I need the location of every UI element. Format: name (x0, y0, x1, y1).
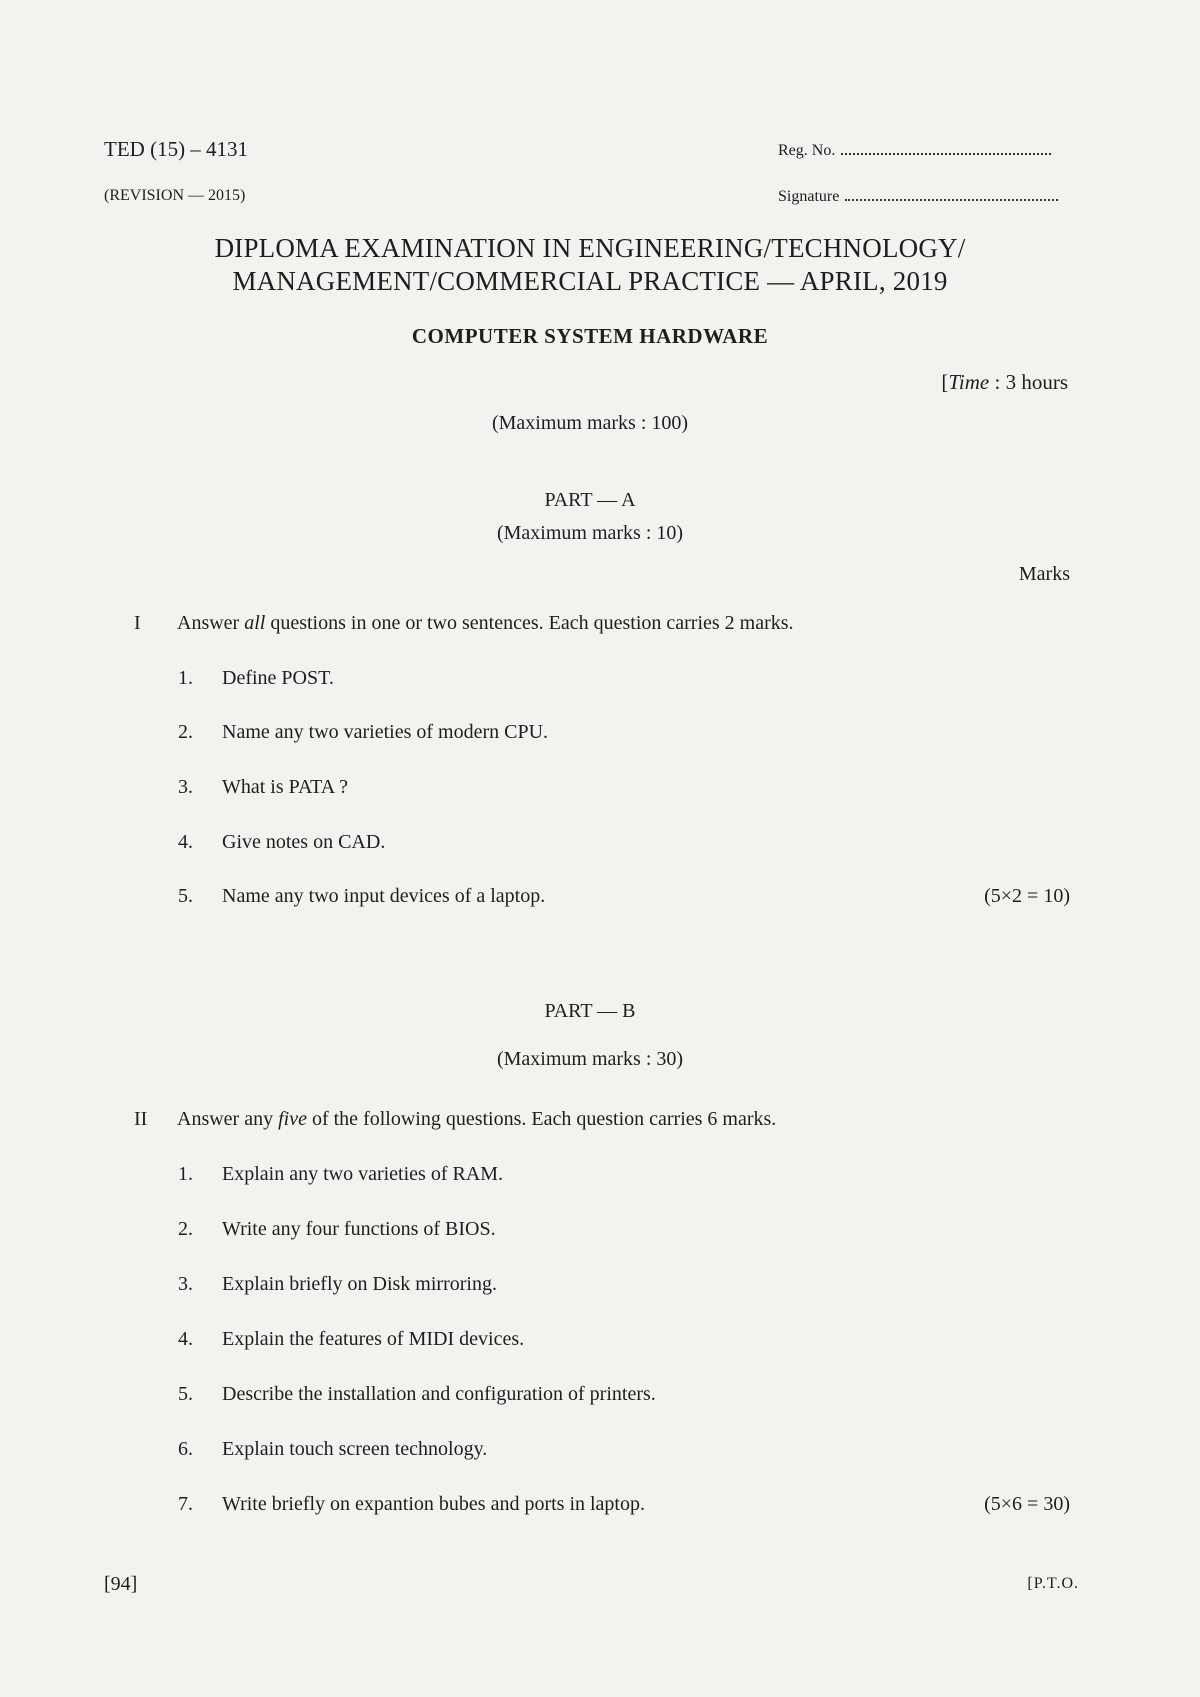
signature-field (778, 187, 1058, 206)
question-text: Explain any two varieties of RAM. (222, 1163, 504, 1185)
question-text: Explain touch screen technology. (222, 1438, 488, 1460)
instruction-emphasis: five (278, 1108, 307, 1130)
section-number-i: I (134, 612, 141, 634)
question-number: 1. (178, 667, 193, 689)
part-b-marks-allocation: (5×6 = 30) (984, 1493, 1070, 1515)
question-text: What is PATA ? (222, 776, 348, 798)
question-number: 4. (178, 1328, 193, 1350)
time-bracket: [ (941, 370, 949, 394)
question-text: Explain the features of MIDI devices. (222, 1328, 525, 1350)
part-b-heading: PART — B (544, 1000, 636, 1022)
signature-dotted-line (845, 187, 1058, 201)
footer-paper-code: [94] (104, 1573, 138, 1595)
maximum-marks: (Maximum marks : 100) (491, 412, 689, 434)
question-text: Give notes on CAD. (222, 831, 386, 853)
question-text: Describe the installation and configuration of printers. (222, 1383, 656, 1405)
time-allowed (941, 370, 1068, 395)
question-text: Define POST. (222, 667, 334, 689)
question-text: Explain briefly on Disk mirroring. (222, 1273, 497, 1295)
signature-label: Signature (778, 188, 840, 205)
time-label: Time (948, 370, 990, 394)
reg-no-field (778, 141, 1051, 160)
exam-title-line-1: DIPLOMA EXAMINATION IN ENGINEERING/TECHNOLOGY/ (214, 233, 966, 263)
subject-title: COMPUTER SYSTEM HARDWARE (411, 324, 769, 348)
question-text: Name any two input devices of a laptop. (222, 885, 546, 907)
question-number: 1. (178, 1163, 193, 1185)
revision-label: (REVISION — 2015) (104, 187, 246, 204)
reg-no-dotted-line (841, 141, 1051, 155)
reg-no-label: Reg. No. (778, 142, 836, 159)
time-value: : 3 hours (989, 370, 1068, 394)
question-number: 7. (178, 1493, 193, 1515)
part-b-instruction: Answer any five of the following questions. Each question carries 6 marks. (177, 1108, 777, 1130)
question-number: 5. (178, 885, 193, 907)
question-number: 2. (178, 721, 193, 743)
exam-title-line-2: MANAGEMENT/COMMERCIAL PRACTICE — APRIL, 2019 (232, 266, 948, 296)
question-text: Write any four functions of BIOS. (222, 1218, 496, 1240)
question-text: Write briefly on expantion bubes and ports in laptop. (222, 1493, 645, 1515)
question-text: Name any two varieties of modern CPU. (222, 721, 549, 743)
question-number: 6. (178, 1438, 193, 1460)
question-number: 4. (178, 831, 193, 853)
part-a-instruction: Answer all questions in one or two sentences. Each question carries 2 marks. (177, 612, 794, 634)
marks-column-label: Marks (1018, 563, 1070, 585)
please-turn-over: [P.T.O. (1027, 1575, 1079, 1592)
question-number: 3. (178, 776, 193, 798)
question-number: 2. (178, 1218, 193, 1240)
question-number: 3. (178, 1273, 193, 1295)
question-number: 5. (178, 1383, 193, 1405)
paper-code: TED (15) – 4131 (104, 137, 249, 161)
instruction-emphasis: all (244, 612, 266, 634)
section-number-ii: II (134, 1108, 148, 1130)
part-a-heading: PART — A (544, 489, 636, 511)
part-b-max-marks: (Maximum marks : 30) (496, 1048, 684, 1070)
part-a-max-marks: (Maximum marks : 10) (496, 522, 684, 544)
part-a-marks-allocation: (5×2 = 10) (984, 885, 1070, 907)
